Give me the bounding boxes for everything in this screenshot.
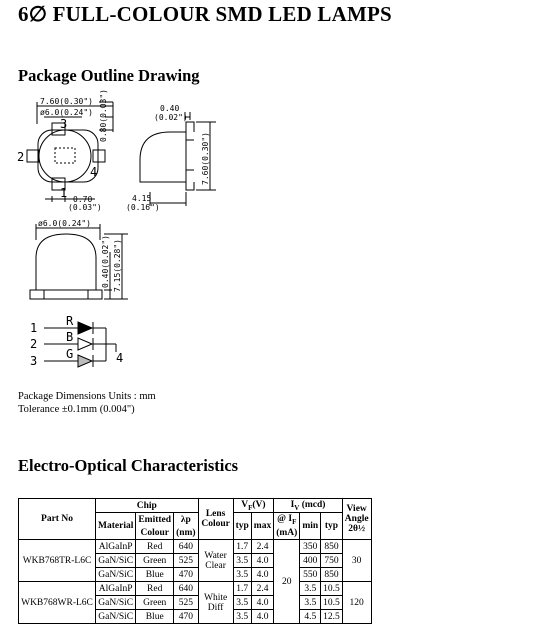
eo-characteristics-table (18, 498, 372, 624)
cell: 4.0 (251, 568, 273, 582)
cell: 350 (300, 540, 321, 554)
col-header: typ (233, 513, 251, 540)
pin-label: 4 (90, 165, 98, 179)
pin-label: 3 (30, 354, 38, 368)
cell: 12.5 (321, 610, 343, 624)
cell: 2.4 (251, 540, 273, 554)
col-header: $V_F(V)$ (233, 499, 274, 513)
cell: GaN/SiC (96, 610, 136, 624)
cell: 3.5 (233, 596, 251, 610)
dim-label: (0.03") (68, 203, 102, 212)
cell: 3.5 (300, 596, 321, 610)
view-angle-cell: 30 (342, 540, 371, 582)
cell: 400 (300, 554, 321, 568)
pin-label: 4 (116, 351, 124, 365)
cell: 525 (174, 596, 199, 610)
cell: Red (136, 540, 174, 554)
cell: 550 (300, 568, 321, 582)
cell: 470 (174, 610, 199, 624)
col-header: Colour (136, 526, 174, 540)
cell: Blue (136, 568, 174, 582)
color-label: G (66, 347, 74, 361)
cell: 1.7 (233, 582, 251, 596)
pin-label: 3 (60, 117, 68, 131)
dim-label: ø6.0(0.24") (38, 219, 91, 228)
cell: Blue (136, 610, 174, 624)
col-header: View Angle 2θ½ (342, 499, 371, 540)
cell: 4.0 (251, 554, 273, 568)
cell: AlGaInP (96, 582, 136, 596)
cell: 470 (174, 568, 199, 582)
cell: 1.7 (233, 540, 251, 554)
pin-label: 2 (17, 150, 25, 164)
cell: 4.0 (251, 610, 273, 624)
col-header: @ $I_F$ (274, 513, 300, 527)
cell: 3.5 (233, 610, 251, 624)
cell: 2.4 (251, 582, 273, 596)
pin-label: 2 (30, 337, 38, 351)
section-heading-outline: Package Outline Drawing (18, 66, 200, 85)
part-no-cell: WKB768TR-L6C (19, 540, 96, 582)
dim-label: 0.70 (73, 195, 93, 204)
cell: 4.5 (300, 610, 321, 624)
units-note: Package Dimensions Units : mm (18, 391, 156, 402)
color-label: B (66, 330, 74, 344)
col-header: λp (174, 513, 199, 527)
col-header: Part No (19, 499, 96, 540)
dim-label: 7.60(0.30") (40, 97, 93, 106)
dim-label: 7.15(0.28") (113, 239, 122, 292)
dim-label: 7.60(0.30") (201, 132, 210, 185)
lens-cell: White Diff (198, 582, 233, 624)
table-row (19, 582, 372, 596)
dim-label: ø6.0(0.24") (40, 108, 93, 117)
table-row (19, 540, 372, 554)
tolerance-note: Tolerance ±0.1mm (0.004") (18, 404, 135, 415)
dim-label: 0.40(0.02") (101, 235, 110, 288)
dim-label: (0.16") (126, 203, 160, 212)
col-header: typ (321, 513, 343, 540)
col-header: min (300, 513, 321, 540)
col-header: Lens Colour (198, 499, 233, 540)
cell: 750 (321, 554, 343, 568)
dim-label: 0.40 (160, 104, 180, 113)
cell: 3.5 (233, 568, 251, 582)
cell: GaN/SiC (96, 554, 136, 568)
cell: Green (136, 596, 174, 610)
col-header: Material (96, 513, 136, 540)
page-title: 6∅ FULL-COLOUR SMD LED LAMPS (18, 2, 392, 26)
cell: Green (136, 554, 174, 568)
col-header: Chip (96, 499, 199, 513)
col-header: Emitted (136, 513, 174, 527)
col-header: (nm) (174, 526, 199, 540)
cell: 640 (174, 540, 199, 554)
cell: 10.5 (321, 596, 343, 610)
cell: 10.5 (321, 582, 343, 596)
cell: GaN/SiC (96, 568, 136, 582)
cell: 3.5 (300, 582, 321, 596)
color-label: R (66, 314, 74, 328)
if-cell: 20 (274, 540, 300, 624)
col-header: max (251, 513, 273, 540)
dim-label: 0.80(0.03") (99, 89, 108, 142)
lens-cell: Water Clear (198, 540, 233, 582)
cell: AlGaInP (96, 540, 136, 554)
section-heading-eo: Electro-Optical Characteristics (18, 456, 239, 475)
part-no-cell: WKB768WR-L6C (19, 582, 96, 624)
col-header: $I_V$ (mcd) (274, 499, 343, 513)
cell: 3.5 (233, 554, 251, 568)
pin-label: 1 (30, 321, 38, 335)
cell: 850 (321, 568, 343, 582)
view-angle-cell: 120 (342, 582, 371, 624)
pin-circuit-diagram (44, 322, 116, 367)
cell: 4.0 (251, 596, 273, 610)
col-header: (mA) (274, 526, 300, 540)
pin-label: 1 (60, 186, 68, 200)
dim-label: 4.15 (132, 194, 152, 203)
cell: 850 (321, 540, 343, 554)
cell: 640 (174, 582, 199, 596)
dim-label: (0.02") (154, 113, 188, 122)
cell: 525 (174, 554, 199, 568)
cell: GaN/SiC (96, 596, 136, 610)
cell: Red (136, 582, 174, 596)
